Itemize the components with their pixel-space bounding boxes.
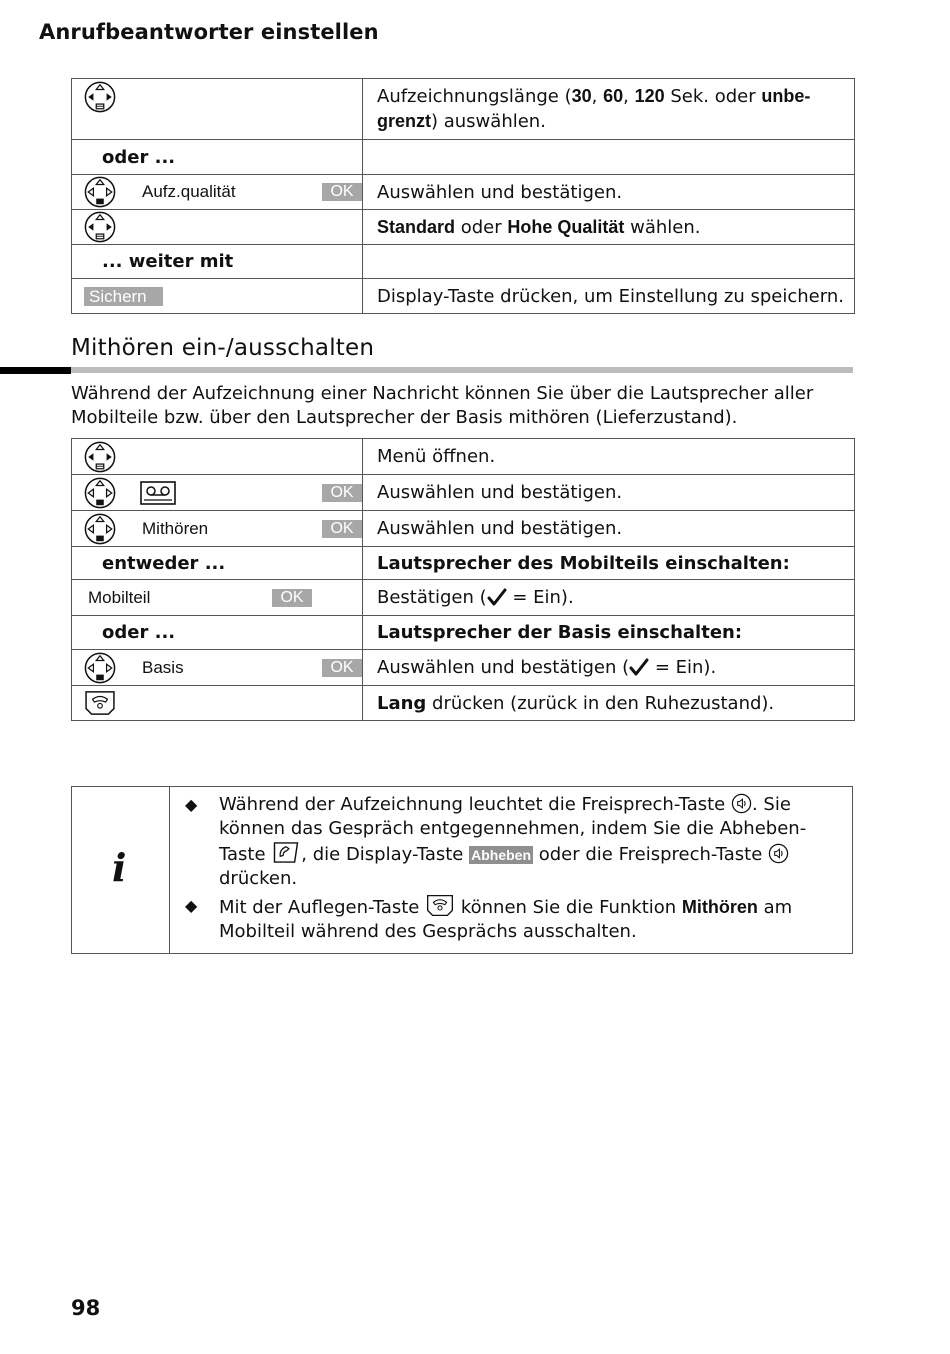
info-bullet: [185, 894, 835, 944]
value-60: 60: [603, 86, 624, 106]
info-icon: i: [112, 845, 127, 890]
row-heading: Lautsprecher des Mobilteils einschalten:: [363, 547, 855, 580]
bullet-diamond-icon: ◆: [185, 795, 198, 814]
row-text: wählen.: [624, 216, 701, 238]
checkmark-icon: [629, 657, 649, 677]
separator: ,: [591, 86, 604, 107]
table-row: [72, 79, 855, 140]
section-title: Mithören ein-/ausschalten: [71, 335, 375, 361]
table-row: [72, 175, 855, 210]
mithoeren-function: Mithören: [681, 897, 758, 917]
row-text: Auswählen und bestätigen (: [377, 657, 630, 678]
table-row: [72, 616, 855, 650]
navigation-key-icon: [84, 211, 116, 243]
lang-label: Lang: [377, 692, 427, 714]
end-call-key-icon: [425, 894, 455, 917]
info-divider: [169, 787, 170, 953]
navigation-key-icon: [84, 81, 116, 113]
row-text: ) auswählen.: [431, 111, 546, 132]
table-row: [72, 279, 855, 314]
end-call-key-icon: [84, 690, 116, 716]
menu-item-mobilteil: Mobilteil: [88, 587, 151, 607]
intro-paragraph: Während der Aufzeichnung einer Nachricht können Sie über die Lautsprecher aller Mobilteile bzw. über den Lautsprecher der Basis mithören (Lieferzustand).: [71, 383, 814, 428]
table-row: [72, 650, 855, 686]
option-hohe-qualitaet: Hohe Qualität: [507, 216, 625, 237]
row-text: Auswählen und bestätigen.: [363, 511, 855, 547]
weiter-mit-label: ... weiter mit: [102, 251, 234, 272]
oder-label: oder ...: [102, 622, 176, 643]
menu-item-aufz-qualitaet: Aufz.qualität: [142, 182, 236, 201]
text: , die Display-Taste: [301, 844, 470, 865]
text: Mit der Auflegen-Taste: [219, 897, 426, 918]
steps-table-mithoeren: [71, 438, 855, 721]
option-standard: Standard: [377, 216, 456, 237]
navigation-key-icon: [84, 477, 116, 509]
text: Während der Aufzeichnung leuchtet die Freisprech-Taste: [219, 794, 731, 815]
text: drücken.: [219, 868, 298, 889]
value-unbegrenzt: unbe-: [761, 86, 811, 106]
bullet-text: [219, 894, 835, 944]
entweder-label: entweder ...: [102, 552, 226, 574]
section-rule: [0, 367, 71, 374]
row-text: Auswählen und bestätigen.: [363, 475, 855, 511]
checkmark-icon: [487, 587, 507, 607]
text: . Sie können das Gespräch entgegennehmen, indem Sie die Abheben-Taste: [219, 794, 807, 865]
menu-item-basis: Basis: [142, 657, 184, 677]
table-row: [72, 140, 855, 175]
talk-key-icon: [271, 841, 301, 864]
row-text: oder: [455, 216, 508, 238]
navigation-key-icon: [84, 441, 116, 473]
table-row: [72, 547, 855, 580]
page-header: Anrufbeantworter einstellen: [39, 20, 379, 44]
table-row: [72, 580, 855, 616]
row-text: Aufzeichnungslänge (: [377, 86, 572, 107]
table-row: [72, 511, 855, 547]
value-120: 120: [634, 86, 665, 106]
row-text: Sek. oder: [664, 86, 762, 107]
row-text: drücken (zurück in den Ruhezustand).: [426, 692, 775, 714]
row-heading: Lautsprecher der Basis einschalten:: [363, 616, 855, 650]
speaker-key-icon: [731, 793, 752, 814]
page-number: 98: [71, 1296, 101, 1320]
bullet-diamond-icon: ◆: [185, 896, 198, 915]
row-text: Menü öffnen.: [363, 439, 855, 475]
ok-button[interactable]: OK: [322, 183, 362, 201]
info-bullet: [185, 793, 835, 891]
bullet-text: [219, 793, 835, 891]
info-box: [71, 786, 853, 954]
section-rule: [71, 367, 853, 373]
navigation-key-icon: [84, 513, 116, 545]
row-text: Display-Taste drücken, um Einstellung zu speichern.: [363, 279, 855, 314]
ok-button[interactable]: OK: [322, 520, 362, 538]
table-row: [72, 686, 855, 721]
abheben-softkey: Abheben: [471, 847, 531, 863]
ok-button[interactable]: OK: [322, 659, 362, 677]
oder-label: oder ...: [102, 146, 176, 168]
separator: ,: [623, 86, 635, 107]
text: am Mobilteil während des Gesprächs ausschalten.: [219, 897, 793, 942]
table-row: [72, 245, 855, 279]
table-row: [72, 439, 855, 475]
table-row: [72, 210, 855, 245]
navigation-key-icon: [84, 176, 116, 208]
menu-item-mithoeren: Mithören: [142, 518, 209, 538]
row-text: Bestätigen (: [377, 587, 487, 608]
row-text: Auswählen und bestätigen.: [363, 175, 855, 210]
speaker-key-icon: [768, 843, 789, 864]
value-30: 30: [571, 86, 592, 106]
ok-button[interactable]: OK: [322, 484, 362, 502]
ok-button[interactable]: OK: [272, 589, 312, 607]
row-text: = Ein).: [506, 587, 574, 608]
text: oder die Freisprech-Taste: [533, 844, 769, 865]
steps-table-recording: [71, 78, 855, 314]
sichern-softkey[interactable]: Sichern: [84, 287, 163, 306]
table-row: [72, 475, 855, 511]
value-unbegrenzt-cont: grenzt: [377, 111, 431, 131]
text: können Sie die Funktion: [455, 897, 682, 918]
navigation-key-icon: [84, 652, 116, 684]
row-text: = Ein).: [649, 657, 717, 678]
answering-machine-icon: [140, 481, 176, 505]
